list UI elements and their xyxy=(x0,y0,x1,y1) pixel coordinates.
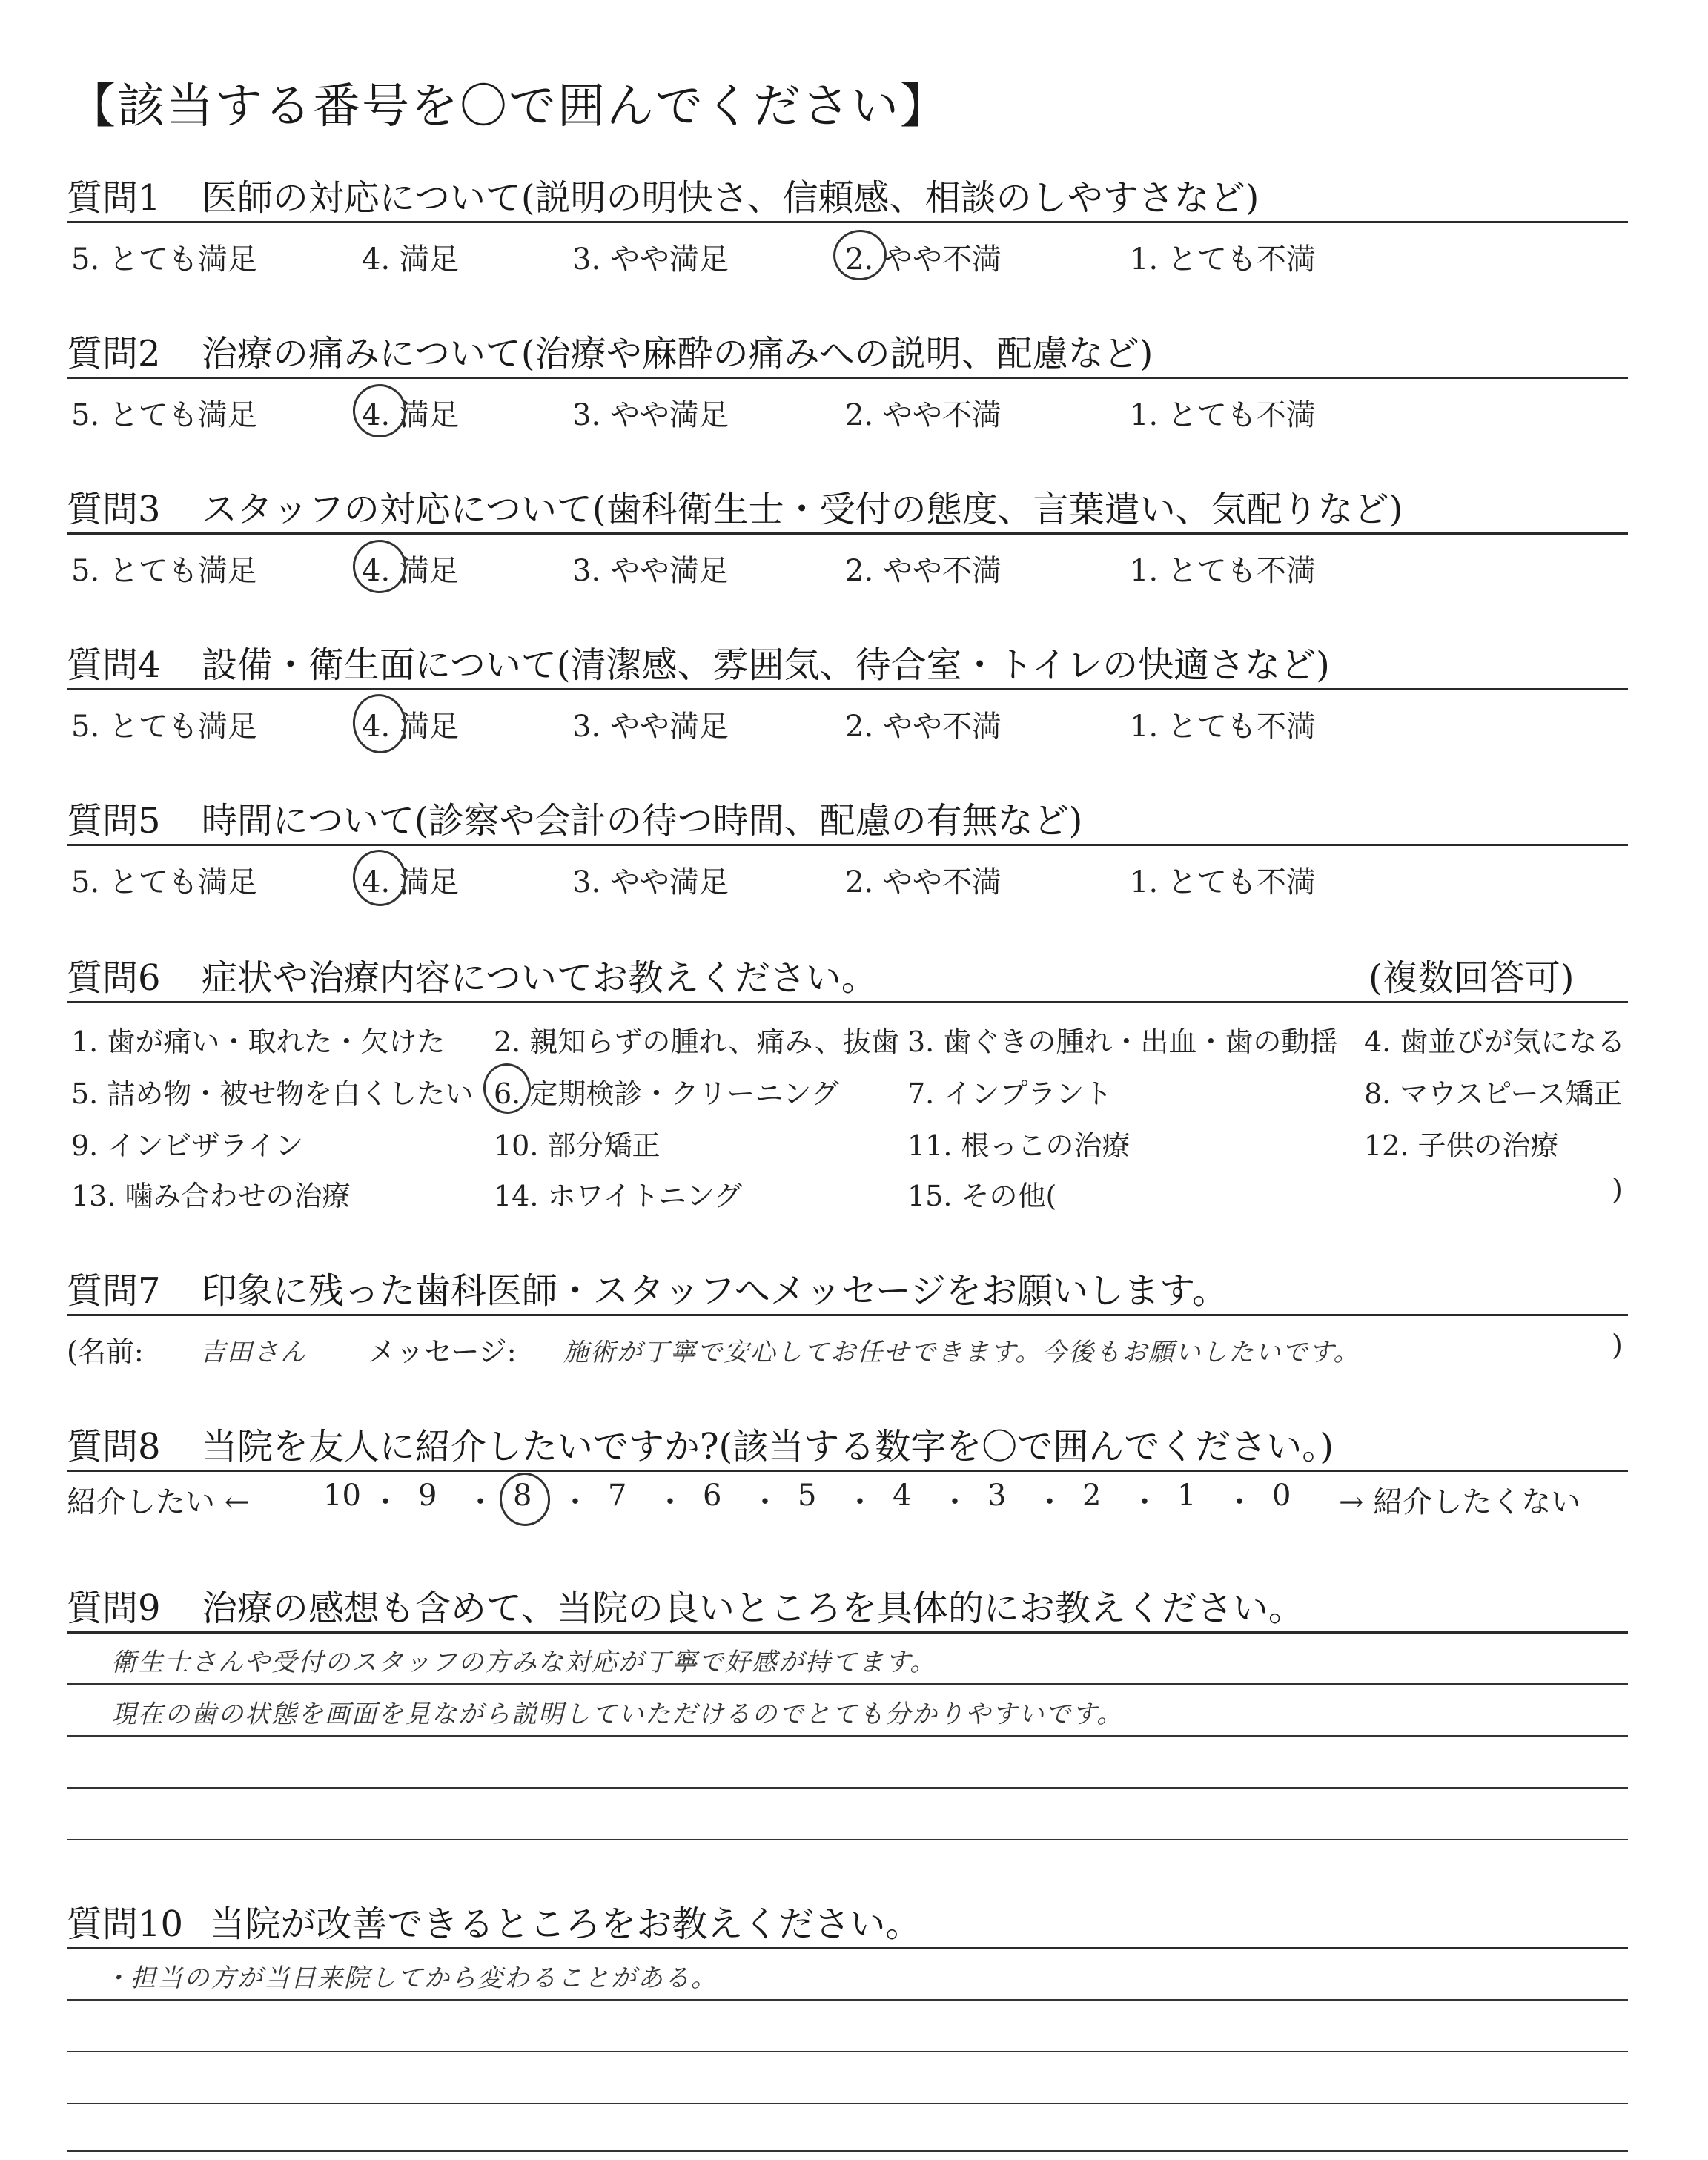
question-1-heading xyxy=(67,169,1259,220)
q4-option-1[interactable]: 1. とても不満 xyxy=(1130,710,1316,744)
scale-separator: ・ xyxy=(1035,1485,1065,1519)
q6-option-14[interactable]: 14. ホワイトニング xyxy=(494,1180,743,1212)
q6-option-10[interactable]: 10. 部分矯正 xyxy=(494,1129,661,1162)
q3-option-5[interactable]: 5. とても満足 xyxy=(71,554,257,588)
divider xyxy=(67,1947,1628,1949)
question-8-heading xyxy=(67,1418,1334,1469)
q2-option-1[interactable]: 1. とても不満 xyxy=(1130,398,1316,432)
q3-option-3[interactable]: 3. やや満足 xyxy=(572,554,729,588)
message-close-paren: ) xyxy=(1612,1329,1623,1361)
q4-option-2[interactable]: 2. やや不満 xyxy=(845,710,1002,744)
q2-option-5[interactable]: 5. とても満足 xyxy=(71,398,257,432)
selection-circle xyxy=(496,1470,553,1530)
q2-option-2[interactable]: 2. やや不満 xyxy=(845,398,1002,432)
answer-line xyxy=(67,2150,1628,2152)
q1-option-1[interactable]: 1. とても不満 xyxy=(1130,242,1316,277)
question-text: スタッフの対応について(歯科衛生士・受付の態度、言葉遣い、気配りなど) xyxy=(201,489,1403,530)
question-6-heading xyxy=(67,949,877,1000)
question-label: 質問8 xyxy=(67,1426,161,1467)
divider xyxy=(67,1631,1628,1634)
q5-option-5[interactable]: 5. とても満足 xyxy=(71,865,257,899)
question-text: 設備・衛生面について(清潔感、雰囲気、待合室・トイレの快適さなど) xyxy=(201,644,1330,686)
question-5-heading xyxy=(67,792,1082,843)
recommend-score-7[interactable]: 7 xyxy=(608,1479,627,1513)
q6-option-8[interactable]: 8. マウスピース矯正 xyxy=(1364,1077,1622,1110)
q6-option-13[interactable]: 13. 噛み合わせの治療 xyxy=(71,1180,351,1212)
q4-option-5[interactable]: 5. とても満足 xyxy=(71,710,257,744)
recommend-score-9[interactable]: 9 xyxy=(418,1479,437,1513)
answer-line xyxy=(67,1735,1628,1737)
q9-answer-line-2[interactable]: 現在の歯の状態を画面を見ながら説明していただけるのでとても分かりやすいです。 xyxy=(111,1700,1124,1729)
recommend-score-10[interactable]: 10 xyxy=(323,1479,361,1513)
question-label: 質問10 xyxy=(67,1903,184,1945)
divider xyxy=(67,1001,1628,1003)
question-4-heading xyxy=(67,636,1330,687)
q6-other-close-paren: ) xyxy=(1612,1173,1623,1206)
question-label: 質問3 xyxy=(67,489,161,530)
divider xyxy=(67,844,1628,846)
question-2-heading xyxy=(67,325,1153,376)
q1-option-3[interactable]: 3. やや満足 xyxy=(572,242,729,277)
answer-line xyxy=(67,1787,1628,1789)
answer-line xyxy=(67,1683,1628,1685)
name-value[interactable]: 吉田さん xyxy=(200,1338,307,1367)
question-text: 症状や治療内容についてお教えください。 xyxy=(201,957,877,999)
scale-separator: ・ xyxy=(560,1485,590,1519)
q3-option-4[interactable]: 4. 満足 xyxy=(362,554,459,588)
scale-separator: ・ xyxy=(1225,1485,1254,1519)
question-label: 質問9 xyxy=(67,1588,161,1629)
q6-option-11[interactable]: 11. 根っこの治療 xyxy=(907,1129,1131,1162)
page-title: 【該当する番号を〇で囲んでください】 xyxy=(68,79,949,134)
selection-circle xyxy=(349,690,410,756)
scale-separator: ・ xyxy=(750,1485,780,1519)
question-label: 質問1 xyxy=(67,177,161,219)
question-text: 治療の感想も含めて、当院の良いところを具体的にお教えください。 xyxy=(201,1588,1304,1629)
q1-option-2[interactable]: 2. やや不満 xyxy=(845,242,1002,277)
q2-option-4[interactable]: 4. 満足 xyxy=(362,398,459,432)
recommend-score-5[interactable]: 5 xyxy=(798,1479,817,1513)
answer-line xyxy=(67,1839,1628,1840)
recommend-score-3[interactable]: 3 xyxy=(987,1479,1007,1513)
q6-option-5[interactable]: 5. 詰め物・被せ物を白くしたい xyxy=(71,1077,474,1110)
scale-separator: ・ xyxy=(1130,1485,1159,1519)
q4-option-3[interactable]: 3. やや満足 xyxy=(572,710,729,744)
answer-line xyxy=(67,1999,1628,2001)
q6-option-12[interactable]: 12. 子供の治療 xyxy=(1364,1129,1559,1162)
q9-answer-line-1[interactable]: 衛生士さんや受付のスタッフの方みな対応が丁寧で好感が持てます。 xyxy=(111,1648,937,1677)
scale-separator: ・ xyxy=(655,1485,685,1519)
divider xyxy=(67,1314,1628,1316)
recommend-left-label: 紹介したい ← xyxy=(67,1485,250,1519)
q2-option-3[interactable]: 3. やや満足 xyxy=(572,398,729,432)
question-text: 当院を友人に紹介したいですか?(該当する数字を〇で囲んでください。) xyxy=(201,1426,1334,1467)
q5-option-3[interactable]: 3. やや満足 xyxy=(572,865,729,899)
q3-option-2[interactable]: 2. やや不満 xyxy=(845,554,1002,588)
divider xyxy=(67,532,1628,535)
divider xyxy=(67,688,1628,690)
q6-option-7[interactable]: 7. インプラント xyxy=(907,1077,1113,1110)
question-text: 印象に残った歯科医師・スタッフへメッセージをお願いします。 xyxy=(201,1270,1228,1312)
question-10-heading xyxy=(67,1895,921,1946)
q1-option-5[interactable]: 5. とても満足 xyxy=(71,242,257,277)
q6-option-15[interactable]: 15. その他( xyxy=(907,1180,1057,1212)
question-label: 質問4 xyxy=(67,644,161,686)
q6-option-1[interactable]: 1. 歯が痛い・取れた・欠けた xyxy=(71,1025,446,1058)
q5-option-2[interactable]: 2. やや不満 xyxy=(845,865,1002,899)
q6-option-3[interactable]: 3. 歯ぐきの腫れ・出血・歯の動揺 xyxy=(907,1025,1338,1058)
name-label: (名前: xyxy=(67,1335,144,1368)
question-text: 治療の痛みについて(治療や麻酔の痛みへの説明、配慮など) xyxy=(201,333,1153,374)
message-label: メッセージ: xyxy=(368,1335,517,1368)
q4-option-4[interactable]: 4. 満足 xyxy=(362,710,459,744)
recommend-score-8[interactable]: 8 xyxy=(513,1479,532,1513)
recommend-score-1[interactable]: 1 xyxy=(1177,1479,1196,1513)
question-9-heading xyxy=(67,1579,1304,1631)
message-value[interactable]: 施術が丁寧で安心してお任せできます。今後もお願いしたいです。 xyxy=(563,1338,1360,1367)
question-label: 質問6 xyxy=(67,957,161,999)
recommend-right-label: → 紹介したくない xyxy=(1339,1485,1581,1519)
scale-separator: ・ xyxy=(845,1485,875,1519)
q5-option-1[interactable]: 1. とても不満 xyxy=(1130,865,1316,899)
question-text: 当院が改善できるところをお教えください。 xyxy=(209,1903,921,1945)
scale-separator: ・ xyxy=(371,1485,400,1519)
divider xyxy=(67,377,1628,379)
q3-option-1[interactable]: 1. とても不満 xyxy=(1130,554,1316,588)
q6-option-9[interactable]: 9. インビザライン xyxy=(71,1129,304,1162)
question-text: 医師の対応について(説明の明快さ、信頼感、相談のしやすさなど) xyxy=(201,177,1260,219)
divider xyxy=(67,221,1628,223)
multiple-answer-note: (複数回答可) xyxy=(1368,957,1575,999)
question-label: 質問7 xyxy=(67,1270,161,1312)
recommend-score-4[interactable]: 4 xyxy=(893,1479,912,1513)
divider xyxy=(67,1470,1628,1472)
question-7-heading xyxy=(67,1262,1228,1313)
q6-option-4[interactable]: 4. 歯並びが気になる xyxy=(1364,1025,1626,1058)
q6-option-6[interactable]: 6. 定期検診・クリーニング xyxy=(494,1077,839,1110)
scale-separator: ・ xyxy=(466,1485,495,1519)
question-3-heading xyxy=(67,480,1403,532)
question-text: 時間について(診察や会計の待つ時間、配慮の有無など) xyxy=(201,800,1083,842)
recommend-score-2[interactable]: 2 xyxy=(1082,1479,1102,1513)
answer-line xyxy=(67,2051,1628,2052)
recommend-score-6[interactable]: 6 xyxy=(703,1479,722,1513)
q5-option-4[interactable]: 4. 満足 xyxy=(362,865,459,899)
q1-option-4[interactable]: 4. 満足 xyxy=(362,242,459,277)
answer-line xyxy=(67,2103,1628,2104)
question-label: 質問2 xyxy=(67,333,161,374)
scale-separator: ・ xyxy=(940,1485,970,1519)
q10-answer-line-1[interactable]: ・担当の方が当日来院してから変わることがある。 xyxy=(104,1964,718,1993)
recommend-score-0[interactable]: 0 xyxy=(1272,1479,1291,1513)
q6-option-2[interactable]: 2. 親知らずの腫れ、痛み、抜歯 xyxy=(494,1025,899,1058)
question-label: 質問5 xyxy=(67,800,161,842)
